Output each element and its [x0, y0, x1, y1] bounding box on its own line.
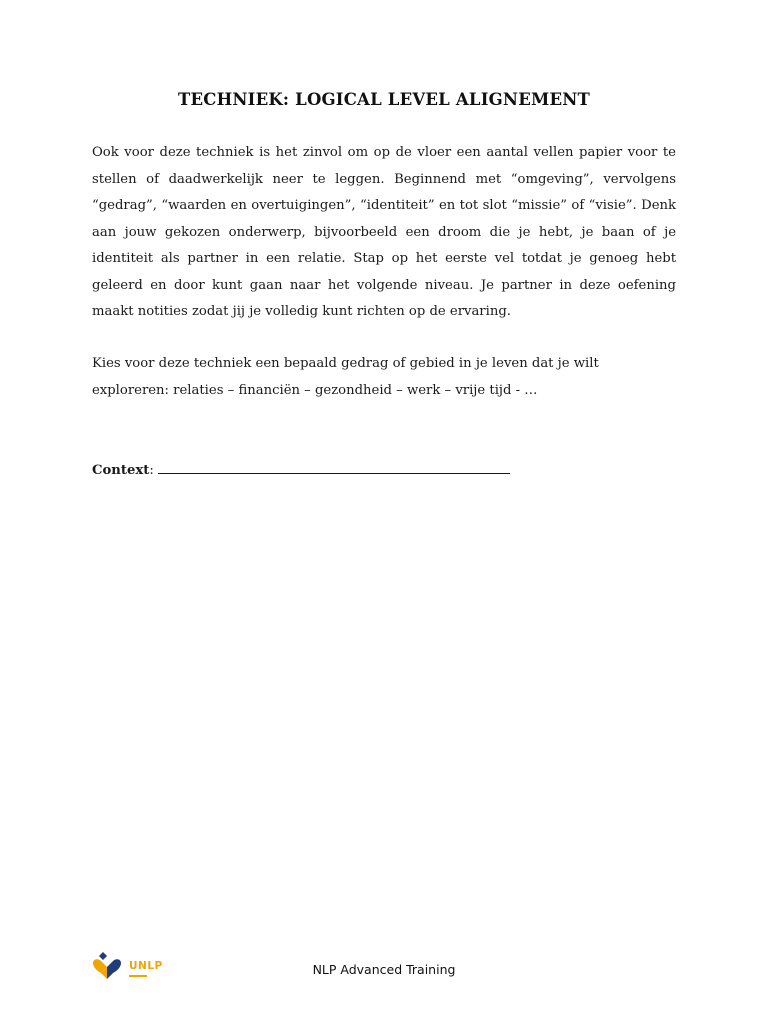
paragraph-topics-line-2: exploreren: relaties – financiën – gezondheid – werk – vrije tijd - …	[92, 382, 538, 398]
context-blank-line[interactable]	[158, 459, 510, 474]
context-separator: :	[149, 463, 154, 478]
context-field	[92, 458, 692, 484]
paragraph-topics	[92, 351, 676, 404]
context-label: Context	[92, 463, 150, 478]
logo-wordmark: UNLP	[129, 960, 163, 972]
page-title: TECHNIEK: LOGICAL LEVEL ALIGNEMENT	[178, 90, 590, 109]
paragraph-intro: Ook voor deze techniek is het zinvol om op de vloer een aantal vellen papier voor te stellen of daadwerkelijk neer te leggen. Beginnend met “omgeving”, vervolgens “gedrag”, “waarden en overtuigingen”, “identiteit” en tot slot “missie” of “visie”. Denk aan jouw gekozen onderwerp, bijvoorbeeld een droom die je hebt, je baan of je identiteit als partner in een relatie. Stap op het eerste vel totdat je genoeg hebt geleerd en door kunt gaan naar het volgende niveau. Je partner in deze oefening maakt notities zodat jij je volledig kunt richten op de ervaring.	[92, 145, 676, 319]
paragraph-topics-line-1: Kies voor deze techniek een bepaald gedrag of gebied in je leven dat je wilt	[92, 356, 599, 371]
footer-text: NLP Advanced Training	[312, 962, 456, 977]
